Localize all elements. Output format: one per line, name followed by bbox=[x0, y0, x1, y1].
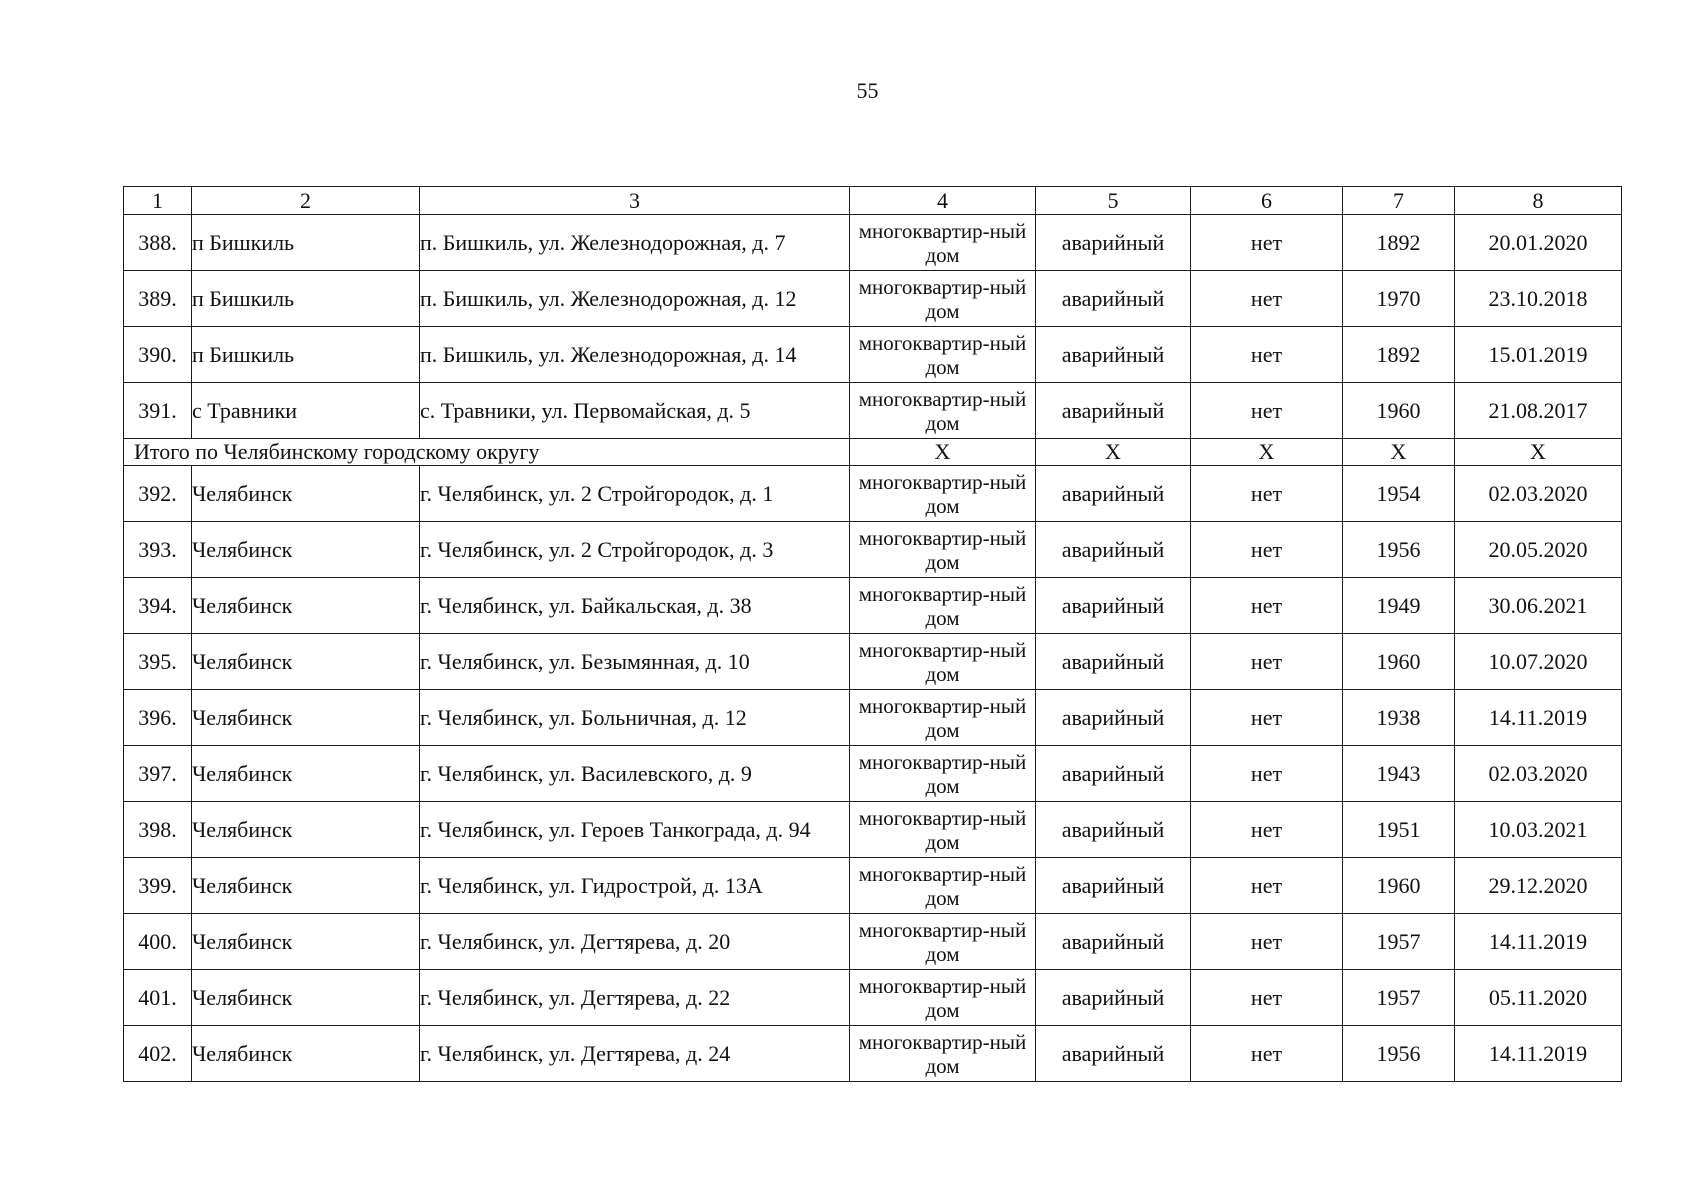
flag-cell: нет bbox=[1191, 215, 1343, 271]
locality-cell: Челябинск bbox=[192, 690, 420, 746]
locality-cell: Челябинск bbox=[192, 802, 420, 858]
address-cell: г. Челябинск, ул. Безымянная, д. 10 bbox=[420, 634, 850, 690]
row-number: 389. bbox=[124, 271, 192, 327]
table-row bbox=[124, 215, 1622, 271]
flag-cell: нет bbox=[1191, 690, 1343, 746]
building-type-cell: многоквартир-ный дом bbox=[850, 970, 1036, 1026]
table-row bbox=[124, 802, 1622, 858]
condition-cell: аварийный bbox=[1036, 746, 1191, 802]
flag-cell: нет bbox=[1191, 802, 1343, 858]
locality-cell: Челябинск bbox=[192, 970, 420, 1026]
condition-cell: аварийный bbox=[1036, 327, 1191, 383]
year-cell: 1954 bbox=[1343, 466, 1455, 522]
year-cell: 1957 bbox=[1343, 914, 1455, 970]
row-number: 398. bbox=[124, 802, 192, 858]
date-cell: 15.01.2019 bbox=[1455, 327, 1622, 383]
page-number: 55 bbox=[856, 78, 879, 103]
address-cell: г. Челябинск, ул. Дегтярева, д. 22 bbox=[420, 970, 850, 1026]
column-number-header-row bbox=[124, 187, 1622, 215]
table-row bbox=[124, 271, 1622, 327]
address-cell: п. Бишкиль, ул. Железнодорожная, д. 14 bbox=[420, 327, 850, 383]
condition-cell: аварийный bbox=[1036, 383, 1191, 439]
date-cell: 10.07.2020 bbox=[1455, 634, 1622, 690]
locality-cell: Челябинск bbox=[192, 1026, 420, 1082]
date-cell: 30.06.2021 bbox=[1455, 578, 1622, 634]
housing-registry-table bbox=[123, 186, 1622, 1082]
building-type-cell: многоквартир-ный дом bbox=[850, 522, 1036, 578]
row-number: 400. bbox=[124, 914, 192, 970]
condition-cell: аварийный bbox=[1036, 215, 1191, 271]
building-type-cell: многоквартир-ный дом bbox=[850, 466, 1036, 522]
building-type-cell: многоквартир-ный дом bbox=[850, 802, 1036, 858]
total-mark-cell: X bbox=[1455, 439, 1622, 466]
address-cell: г. Челябинск, ул. Василевского, д. 9 bbox=[420, 746, 850, 802]
year-cell: 1957 bbox=[1343, 970, 1455, 1026]
table-row bbox=[124, 690, 1622, 746]
condition-cell: аварийный bbox=[1036, 970, 1191, 1026]
table-row bbox=[124, 383, 1622, 439]
flag-cell: нет bbox=[1191, 634, 1343, 690]
condition-cell: аварийный bbox=[1036, 690, 1191, 746]
locality-cell: Челябинск bbox=[192, 746, 420, 802]
locality-cell: Челябинск bbox=[192, 914, 420, 970]
building-type-cell: многоквартир-ный дом bbox=[850, 271, 1036, 327]
condition-cell: аварийный bbox=[1036, 466, 1191, 522]
flag-cell: нет bbox=[1191, 522, 1343, 578]
locality-cell: с Травники bbox=[192, 383, 420, 439]
building-type-cell: многоквартир-ный дом bbox=[850, 327, 1036, 383]
row-number: 388. bbox=[124, 215, 192, 271]
total-mark-cell: X bbox=[1343, 439, 1455, 466]
row-number: 402. bbox=[124, 1026, 192, 1082]
table-row bbox=[124, 746, 1622, 802]
total-label: Итого по Челябинскому городскому округу bbox=[124, 439, 850, 466]
locality-cell: Челябинск bbox=[192, 466, 420, 522]
building-type-cell: многоквартир-ный дом bbox=[850, 690, 1036, 746]
date-cell: 14.11.2019 bbox=[1455, 690, 1622, 746]
column-header: 6 bbox=[1191, 187, 1343, 215]
address-cell: г. Челябинск, ул. Гидрострой, д. 13А bbox=[420, 858, 850, 914]
year-cell: 1960 bbox=[1343, 383, 1455, 439]
date-cell: 23.10.2018 bbox=[1455, 271, 1622, 327]
locality-cell: п Бишкиль bbox=[192, 215, 420, 271]
row-number: 395. bbox=[124, 634, 192, 690]
building-type-cell: многоквартир-ный дом bbox=[850, 578, 1036, 634]
column-header: 1 bbox=[124, 187, 192, 215]
year-cell: 1970 bbox=[1343, 271, 1455, 327]
date-cell: 02.03.2020 bbox=[1455, 746, 1622, 802]
date-cell: 05.11.2020 bbox=[1455, 970, 1622, 1026]
year-cell: 1960 bbox=[1343, 858, 1455, 914]
condition-cell: аварийный bbox=[1036, 522, 1191, 578]
table-row bbox=[124, 634, 1622, 690]
locality-cell: Челябинск bbox=[192, 634, 420, 690]
address-cell: с. Травники, ул. Первомайская, д. 5 bbox=[420, 383, 850, 439]
table-body bbox=[124, 187, 1622, 1082]
date-cell: 20.05.2020 bbox=[1455, 522, 1622, 578]
flag-cell: нет bbox=[1191, 746, 1343, 802]
flag-cell: нет bbox=[1191, 383, 1343, 439]
year-cell: 1892 bbox=[1343, 327, 1455, 383]
year-cell: 1956 bbox=[1343, 1026, 1455, 1082]
year-cell: 1943 bbox=[1343, 746, 1455, 802]
date-cell: 29.12.2020 bbox=[1455, 858, 1622, 914]
flag-cell: нет bbox=[1191, 578, 1343, 634]
address-cell: п. Бишкиль, ул. Железнодорожная, д. 7 bbox=[420, 215, 850, 271]
row-number: 392. bbox=[124, 466, 192, 522]
locality-cell: п Бишкиль bbox=[192, 327, 420, 383]
year-cell: 1960 bbox=[1343, 634, 1455, 690]
total-mark-cell: X bbox=[1036, 439, 1191, 466]
column-header: 2 bbox=[192, 187, 420, 215]
locality-cell: Челябинск bbox=[192, 522, 420, 578]
year-cell: 1892 bbox=[1343, 215, 1455, 271]
flag-cell: нет bbox=[1191, 1026, 1343, 1082]
table-row bbox=[124, 858, 1622, 914]
condition-cell: аварийный bbox=[1036, 578, 1191, 634]
row-number: 393. bbox=[124, 522, 192, 578]
building-type-cell: многоквартир-ный дом bbox=[850, 914, 1036, 970]
building-type-cell: многоквартир-ный дом bbox=[850, 215, 1036, 271]
condition-cell: аварийный bbox=[1036, 634, 1191, 690]
address-cell: г. Челябинск, ул. Героев Танкограда, д. 94 bbox=[420, 802, 850, 858]
date-cell: 10.03.2021 bbox=[1455, 802, 1622, 858]
date-cell: 21.08.2017 bbox=[1455, 383, 1622, 439]
row-number: 399. bbox=[124, 858, 192, 914]
column-header: 5 bbox=[1036, 187, 1191, 215]
locality-cell: Челябинск bbox=[192, 578, 420, 634]
year-cell: 1938 bbox=[1343, 690, 1455, 746]
column-header: 4 bbox=[850, 187, 1036, 215]
date-cell: 14.11.2019 bbox=[1455, 1026, 1622, 1082]
condition-cell: аварийный bbox=[1036, 858, 1191, 914]
table-row bbox=[124, 578, 1622, 634]
flag-cell: нет bbox=[1191, 858, 1343, 914]
total-row bbox=[124, 439, 1622, 466]
date-cell: 14.11.2019 bbox=[1455, 914, 1622, 970]
row-number: 401. bbox=[124, 970, 192, 1026]
total-mark-cell: X bbox=[850, 439, 1036, 466]
condition-cell: аварийный bbox=[1036, 1026, 1191, 1082]
flag-cell: нет bbox=[1191, 271, 1343, 327]
date-cell: 20.01.2020 bbox=[1455, 215, 1622, 271]
table-row bbox=[124, 970, 1622, 1026]
address-cell: г. Челябинск, ул. Дегтярева, д. 24 bbox=[420, 1026, 850, 1082]
locality-cell: Челябинск bbox=[192, 858, 420, 914]
year-cell: 1956 bbox=[1343, 522, 1455, 578]
building-type-cell: многоквартир-ный дом bbox=[850, 383, 1036, 439]
address-cell: г. Челябинск, ул. Больничная, д. 12 bbox=[420, 690, 850, 746]
flag-cell: нет bbox=[1191, 327, 1343, 383]
flag-cell: нет bbox=[1191, 914, 1343, 970]
column-header: 8 bbox=[1455, 187, 1622, 215]
row-number: 397. bbox=[124, 746, 192, 802]
condition-cell: аварийный bbox=[1036, 914, 1191, 970]
flag-cell: нет bbox=[1191, 970, 1343, 1026]
table-row bbox=[124, 914, 1622, 970]
row-number: 394. bbox=[124, 578, 192, 634]
condition-cell: аварийный bbox=[1036, 802, 1191, 858]
row-number: 396. bbox=[124, 690, 192, 746]
condition-cell: аварийный bbox=[1036, 271, 1191, 327]
table-row bbox=[124, 1026, 1622, 1082]
address-cell: г. Челябинск, ул. 2 Стройгородок, д. 1 bbox=[420, 466, 850, 522]
column-header: 7 bbox=[1343, 187, 1455, 215]
locality-cell: п Бишкиль bbox=[192, 271, 420, 327]
date-cell: 02.03.2020 bbox=[1455, 466, 1622, 522]
building-type-cell: многоквартир-ный дом bbox=[850, 858, 1036, 914]
table-row bbox=[124, 327, 1622, 383]
building-type-cell: многоквартир-ный дом bbox=[850, 634, 1036, 690]
building-type-cell: многоквартир-ный дом bbox=[850, 746, 1036, 802]
year-cell: 1951 bbox=[1343, 802, 1455, 858]
column-header: 3 bbox=[420, 187, 850, 215]
address-cell: г. Челябинск, ул. 2 Стройгородок, д. 3 bbox=[420, 522, 850, 578]
building-type-cell: многоквартир-ный дом bbox=[850, 1026, 1036, 1082]
address-cell: г. Челябинск, ул. Дегтярева, д. 20 bbox=[420, 914, 850, 970]
row-number: 390. bbox=[124, 327, 192, 383]
total-mark-cell: X bbox=[1191, 439, 1343, 466]
year-cell: 1949 bbox=[1343, 578, 1455, 634]
table-row bbox=[124, 466, 1622, 522]
flag-cell: нет bbox=[1191, 466, 1343, 522]
table-row bbox=[124, 522, 1622, 578]
address-cell: г. Челябинск, ул. Байкальская, д. 38 bbox=[420, 578, 850, 634]
address-cell: п. Бишкиль, ул. Железнодорожная, д. 12 bbox=[420, 271, 850, 327]
row-number: 391. bbox=[124, 383, 192, 439]
